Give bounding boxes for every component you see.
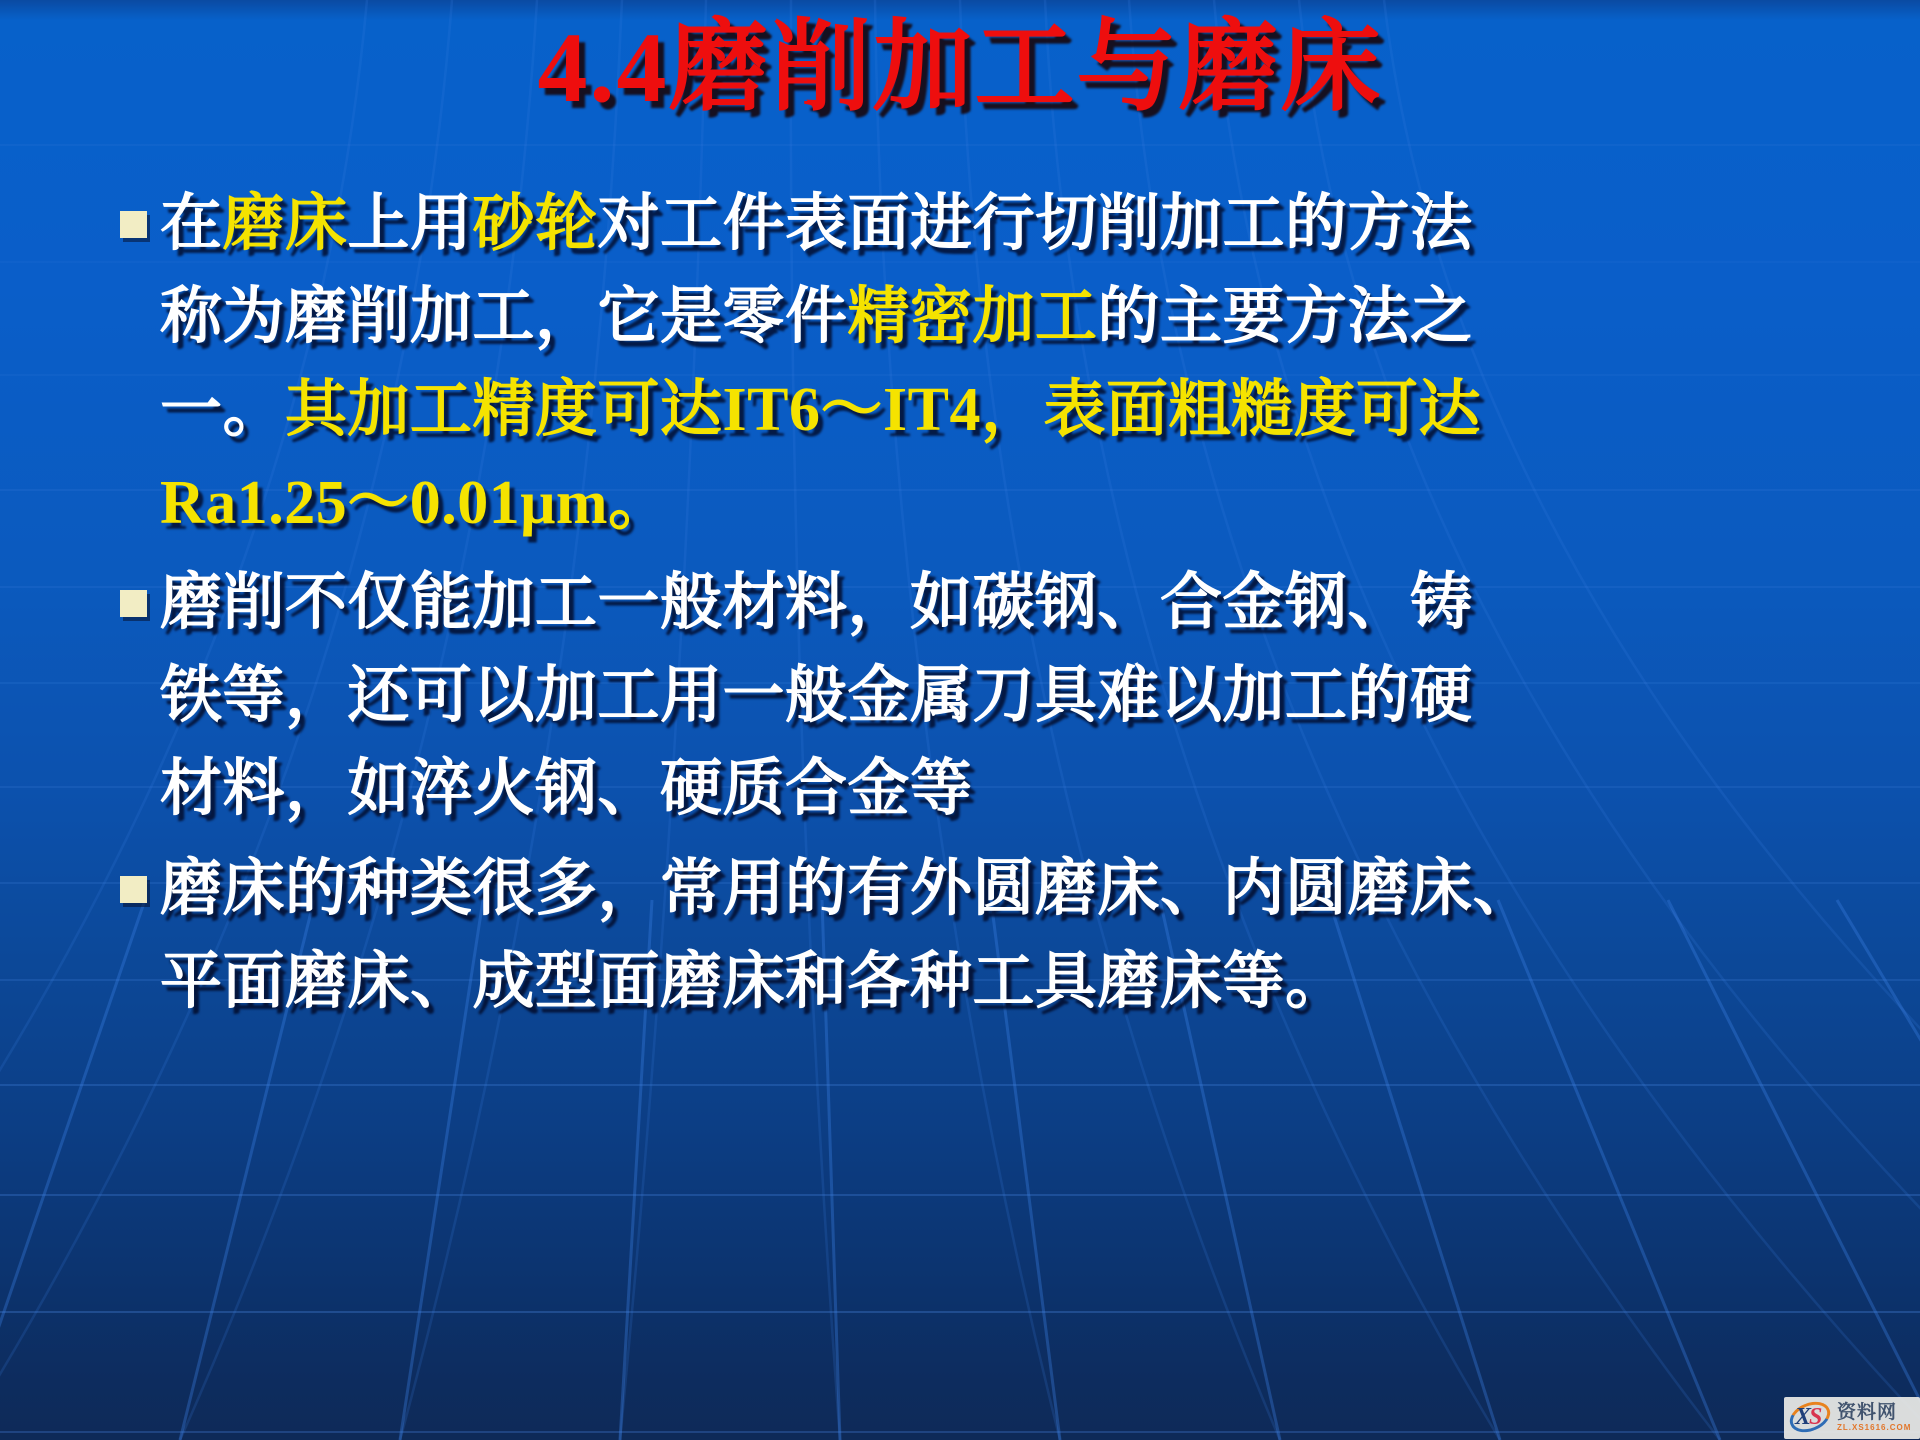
- text-segment: 铁等，还可以加工用一般金属刀具难以加工的硬: [160, 662, 1473, 730]
- xs-logo-letters: [1795, 1404, 1820, 1430]
- xs-logo-icon: [1788, 1400, 1834, 1436]
- bullet-line: [160, 557, 1473, 650]
- text-segment: 平面磨床、成型面磨床和各种工具磨床等。: [160, 948, 1348, 1016]
- bullet-square-icon: [120, 876, 147, 903]
- bullet-text: [160, 843, 1535, 1029]
- bullet-line: [160, 178, 1481, 271]
- text-segment: 磨床: [222, 190, 348, 258]
- text-segment: 在: [160, 190, 223, 258]
- text-segment: 称为磨削加工，它是零件: [160, 283, 848, 351]
- text-segment: 材料，如淬火钢、硬质合金等: [160, 755, 973, 823]
- text-segment: 精密加工: [847, 283, 1098, 351]
- watermark-site-name: 资料网: [1837, 1402, 1898, 1423]
- bullet-line: [160, 936, 1535, 1029]
- watermark-text: [1837, 1403, 1911, 1433]
- bullet-line: [160, 650, 1473, 743]
- text-segment: 磨削不仅能加工一般材料，如碳钢、合金钢、铸: [160, 569, 1473, 637]
- text-segment: 上用: [347, 190, 473, 258]
- text-segment: 一。: [160, 376, 286, 444]
- watermark: [1784, 1397, 1920, 1439]
- text-segment: Ra1.25～0.01μm。: [160, 469, 671, 537]
- text-segment: 的主要方法之: [1097, 283, 1473, 351]
- text-segment: 砂轮: [472, 190, 598, 258]
- slide-title: 4.4磨削加工与磨床: [537, 12, 1383, 123]
- bullet-item-1: [120, 178, 1800, 550]
- text-segment: 磨床的种类很多，常用的有外圆磨床、内圆磨床、: [160, 855, 1536, 923]
- bullet-item-3: [120, 843, 1800, 1029]
- bullet-line: [160, 457, 1481, 550]
- bullet-line: [160, 743, 1473, 836]
- bullet-square-icon: [120, 211, 147, 238]
- text-segment: 其加工精度可达IT6～IT4，表面粗糙度可达: [285, 376, 1481, 444]
- bullet-text: [160, 178, 1481, 550]
- bullet-square-icon: [120, 590, 147, 617]
- bullet-item-2: [120, 557, 1800, 836]
- watermark-site-url: ZL.XS1616.COM: [1837, 1423, 1912, 1432]
- logo-letter-x: X: [1795, 1404, 1810, 1430]
- bullet-line: [160, 364, 1481, 457]
- bullet-line: [160, 271, 1481, 364]
- bullet-text: [160, 557, 1473, 836]
- logo-letter-s: S: [1809, 1404, 1821, 1430]
- text-segment: 对工件表面进行切削加工的方法: [597, 190, 1473, 258]
- bullet-line: [160, 843, 1535, 936]
- bullet-list: [120, 178, 1800, 1036]
